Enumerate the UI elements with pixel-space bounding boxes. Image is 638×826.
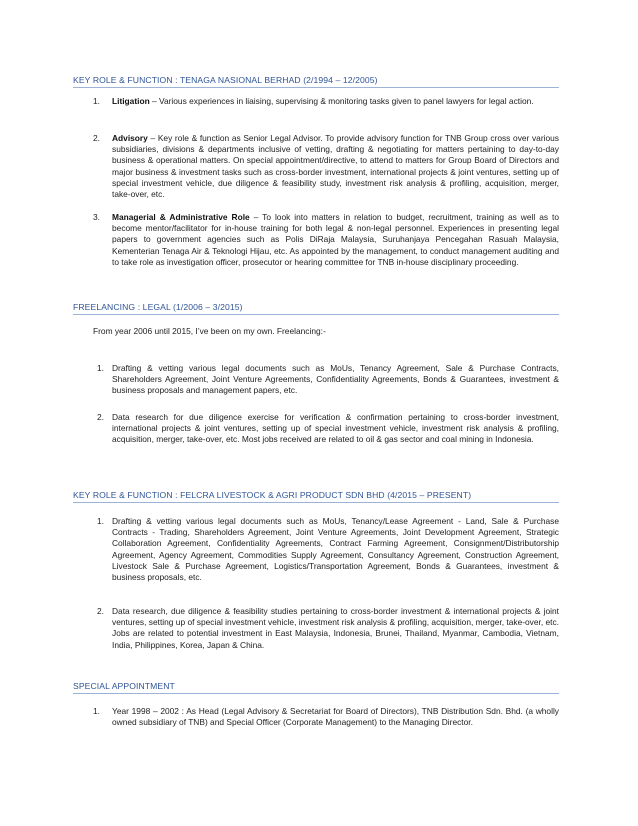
section-heading-felcra: KEY ROLE & FUNCTION : FELCRA LIVESTOCK & AGRI PRODUCT SDN BHD (4/2015 – PRESENT)	[73, 490, 559, 503]
item-number: 1.	[93, 96, 100, 106]
list-item	[93, 133, 559, 200]
item-number: 2.	[97, 412, 104, 422]
section-heading-freelancing: FREELANCING : LEGAL (1/2006 – 3/2015)	[73, 302, 559, 315]
list-item	[97, 606, 559, 651]
item-text: Data research, due diligence & feasibility studies pertaining to cross-border investment & international projects & joint ventures, setting up of special investment vehicle, investment risk analysis & profiling, acquisition, merger, take-over, etc. Jobs are related to potential investment in East Malaysia, Indonesia, Brunei, Thailand, Myanmar, Cambodia, Vietnam, India, Philippines, Korea, Japan & China.	[112, 606, 559, 650]
item-number: 1.	[97, 363, 104, 373]
item-number: 2.	[97, 606, 104, 616]
item-title: Advisory	[112, 133, 148, 143]
list-item	[93, 212, 559, 268]
section-heading-special: SPECIAL APPOINTMENT	[73, 681, 559, 694]
item-text: Drafting & vetting various legal documents such as MoUs, Tenancy Agreement, Sale & Purchase Contracts, Shareholders Agreement, Joint Venture Agreements, Confidentiality Agreements, Bonds & Guarantees, investment & business proposals and management papers, etc.	[112, 363, 559, 396]
list-item	[93, 96, 559, 107]
item-text: Data research for due diligence exercise for verification & confirmation pertaining to cross-border investment, international projects & joint ventures, setting up of special investment vehicle, investment risk analysis & profiling, acquisition, merger, take-over, etc. Most jobs received are related to oil & gas sector and coal mining in Indonesia.	[112, 412, 559, 445]
intro-text: From year 2006 until 2015, I’ve been on my own. Freelancing:-	[93, 326, 326, 336]
item-title: Managerial & Administrative Role	[112, 212, 250, 222]
item-text: Drafting & vetting various legal documents such as MoUs, Tenancy/Lease Agreement - Land, Sale & Purchase Contracts - Trading, Shareholders Agreement, Joint Venture Agreements, Joint Development Agreement, Strategic Collaboration Agreement, Confidentiality Agreements, Contract Farming Agreement, Consignment/Distributorship Agreement, Agency Agreement, Commodities Supply Agreement, Consultancy Agreement, Construction Agreement, Livestock Sale & Purchase Agreement, Logistics/Transportation Agreement, Bonds & Guarantees, investment & business proposals, etc.	[112, 516, 559, 583]
item-number: 2.	[93, 133, 100, 143]
list-item	[97, 363, 559, 397]
item-number: 3.	[93, 212, 100, 222]
item-number: 1.	[93, 706, 100, 716]
section-heading-tnb: KEY ROLE & FUNCTION : TENAGA NASIONAL BERHAD (2/1994 – 12/2005)	[73, 75, 559, 88]
item-text: – To look into matters in relation to budget, recruitment, training as well as to become mentor/facilitator for in-house training for both legal & non-legal personnel. Experiences in presenting legal papers to government agencies such as Polis DiRaja Malaysia, Suruhanjaya Pencegahan Rasuah Malaysia, Kementerian Tenaga Air & Teknologi Hijau, etc. As appointed by the management, to conduct management auditing and to take role as investigation officer, prosecutor or hearing committee for TNB in-house disciplinary proceeding.	[112, 212, 559, 267]
list-item	[93, 706, 559, 728]
item-text: – Various experiences in liaising, supervising & monitoring tasks given to panel lawyers for legal action.	[149, 96, 534, 106]
item-text: Year 1998 – 2002 : As Head (Legal Advisory & Secretariat for Board of Directors), TNB Distribution Sdn. Bhd. (a wholly owned subsidiary of TNB) and Special Officer (Corporate Management) to the Managing Director.	[112, 706, 559, 728]
item-text: – Key role & function as Senior Legal Advisor. To provide advisory function for TNB Group cross over various subsidiaries, divisions & departments inclusive of vetting, drafting & negotiating for matters pertaining to day-to-day business & operational matters. On special appointment/directive, to attend to matters for Group Board of Directors and major business & investment tasks such as cross-border investment, international projects & joint ventures, setting up of special investment vehicle, due diligence & feasibility study, investment risk analysis & profiling, acquisition, merger, take-over, etc.	[112, 133, 559, 200]
list-item	[97, 516, 559, 583]
item-title: Litigation	[112, 96, 150, 106]
item-number: 1.	[97, 516, 104, 526]
list-item	[97, 412, 559, 446]
